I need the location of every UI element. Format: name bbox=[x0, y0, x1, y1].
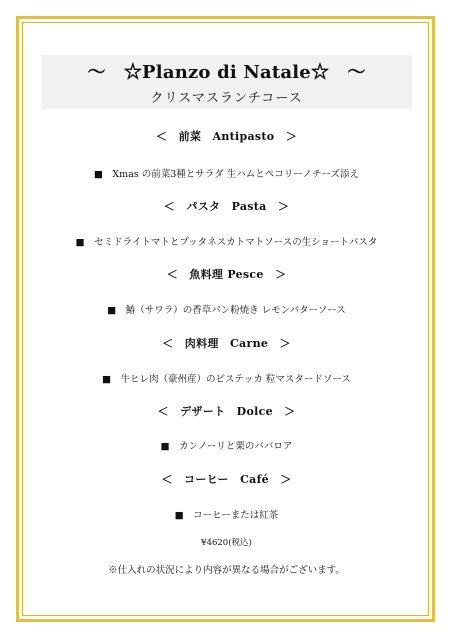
course-item-pasta: ■ セミドライトマトとプッタネスカトマトソースの生ショートパスタ bbox=[75, 237, 378, 248]
course-item-carne: ■ 牛ヒレ肉（豪州産）のビステッカ 粒マスタードソース bbox=[102, 374, 351, 385]
course-item-dolce: ■ カンノーリと栗のババロア bbox=[160, 441, 293, 452]
course-heading-pasta: ＜ パスタ Pasta ＞ bbox=[163, 200, 290, 213]
course-item-antipasto: ■ Xmas の前菜3種とサラダ 生ハムとペコリーノチーズ添え bbox=[93, 169, 360, 180]
menu-title: ～ ☆Planzo di Natale☆ ～ bbox=[87, 62, 366, 83]
course-heading-cafe: ＜ コーヒー Café ＞ bbox=[161, 473, 292, 486]
course-heading-carne: ＜ 肉料理 Carne ＞ bbox=[162, 337, 291, 350]
menu-note: ※仕入れの状況により内容が異なる場合がございます。 bbox=[108, 565, 345, 576]
course-heading-antipasto: ＜ 前菜 Antipasto ＞ bbox=[155, 130, 298, 143]
course-heading-dolce: ＜ デザート Dolce ＞ bbox=[157, 405, 296, 418]
course-heading-pesce: ＜ 魚料理 Pesce ＞ bbox=[166, 268, 287, 281]
course-item-pesce: ■ 鰆（サワラ）の香草パン粉焼き レモンバターソース bbox=[107, 305, 346, 316]
gold-inner-border bbox=[22, 22, 429, 616]
menu-price: ¥4620(税込) bbox=[201, 538, 252, 548]
course-item-cafe: ■ コーヒーまたは紅茶 bbox=[174, 510, 279, 521]
menu-subtitle: クリスマスランチコース bbox=[150, 91, 303, 106]
